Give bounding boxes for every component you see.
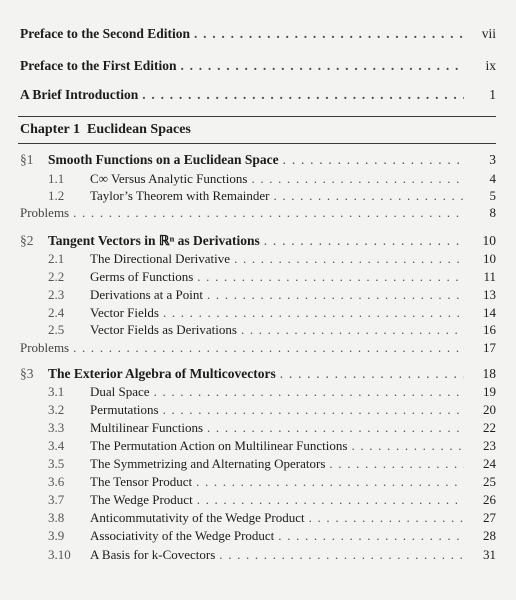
toc-subsection-3-1[interactable] [0,382,516,400]
leader-dots [207,420,464,436]
toc-entry-page: 1 [489,87,496,102]
toc-subsection-1-1[interactable] [0,169,516,187]
subsection-page: 4 [489,171,496,186]
subsection-title: Associativity of the Wedge Product [90,528,275,543]
subsection-number: 2.1 [48,251,65,266]
subsection-title: The Wedge Product [90,492,193,507]
toc-subsection-2-5[interactable] [0,320,516,338]
subsection-number: 2.3 [48,287,65,302]
subsection-title: Anticommutativity of the Wedge Product [90,510,305,525]
subsection-number: 3.2 [48,402,65,417]
subsection-number: 3.1 [48,384,65,399]
subsection-page: 20 [483,402,496,417]
chapter-label: Chapter 1 [20,122,81,137]
leader-dots [73,205,464,221]
toc-entry-title: Preface to the First Edition [20,58,177,73]
subsection-number: 3.5 [48,456,65,471]
leader-dots [251,171,464,187]
leader-dots [351,438,464,454]
subsection-number: 3.3 [48,420,65,435]
leader-dots [73,340,464,356]
section-title: The Exterior Algebra of Multicovectors [48,366,276,381]
toc-subsection-3-4[interactable] [0,436,516,454]
section-title: Smooth Functions on a Euclidean Space [48,152,279,167]
toc-subsection-2-1[interactable] [0,249,516,267]
subsection-title: Vector Fields as Derivations [90,322,237,337]
leader-dots [163,402,464,418]
leader-dots [329,456,464,472]
subsection-number: 3.9 [48,528,65,543]
subsection-page: 31 [483,547,496,562]
subsection-page: 25 [483,474,496,489]
toc-subsection-3-7[interactable] [0,490,516,508]
leader-dots [219,547,464,563]
section-page: 3 [489,152,496,167]
subsection-number: 2.4 [48,305,65,320]
leader-dots [283,152,464,168]
toc-entry-page: ix [485,58,496,73]
subsection-page: 10 [483,251,496,266]
problems-page: 8 [489,205,496,220]
leader-dots [142,87,464,103]
subsection-page: 5 [489,188,496,203]
toc-subsection-2-2[interactable] [0,267,516,285]
toc-subsection-2-3[interactable] [0,285,516,303]
subsection-page: 27 [483,510,496,525]
subsection-title: The Directional Derivative [90,251,231,266]
subsection-title: Multilinear Functions [90,420,204,435]
subsection-page: 28 [483,528,496,543]
subsection-page: 19 [483,384,496,399]
leader-dots [197,492,464,508]
subsection-title: Vector Fields [90,305,159,320]
problems-page: 17 [483,340,496,355]
toc-subsection-3-2[interactable] [0,400,516,418]
subsection-title: C∞ Versus Analytic Functions [90,171,248,186]
section-number: §1 [20,152,34,167]
leader-dots [180,58,464,74]
toc-problems-1[interactable] [0,203,516,221]
subsection-number: 3.8 [48,510,65,525]
toc-section-1[interactable] [0,150,516,168]
chapter-title: Euclidean Spaces [87,122,191,137]
subsection-title: Dual Space [90,384,150,399]
section-page: 10 [482,233,496,248]
subsection-title: The Symmetrizing and Alternating Operators [90,456,326,471]
subsection-title: Taylor’s Theorem with Remainder [90,188,270,203]
leader-dots [197,269,464,285]
leader-dots [273,188,464,204]
toc-entry-brief-introduction[interactable] [0,85,516,103]
toc-subsection-3-10[interactable] [0,545,516,563]
subsection-page: 22 [483,420,496,435]
subsection-title: A Basis for k-Covectors [90,547,216,562]
toc-subsection-3-6[interactable] [0,472,516,490]
section-number: §2 [20,233,34,248]
leader-dots [234,251,464,267]
leader-dots [278,528,464,544]
toc-entry-title: A Brief Introduction [20,87,139,102]
problems-title: Problems [20,340,70,355]
chapter-rule-bottom [18,143,496,144]
toc-entry-title: Preface to the Second Edition [20,26,190,41]
leader-dots [196,474,464,490]
toc-subsection-3-9[interactable] [0,526,516,544]
toc-entry-preface-first[interactable] [0,56,516,74]
toc-subsection-3-3[interactable] [0,418,516,436]
subsection-title: The Tensor Product [90,474,193,489]
toc-problems-2[interactable] [0,338,516,356]
subsection-number: 3.10 [48,547,71,562]
subsection-title: Derivations at a Point [90,287,204,302]
leader-dots [241,322,464,338]
leader-dots [264,233,464,249]
subsection-page: 16 [483,322,496,337]
leader-dots [194,26,464,42]
subsection-page: 13 [483,287,496,302]
leader-dots [280,366,464,382]
subsection-number: 1.1 [48,171,65,186]
leader-dots [207,287,464,303]
subsection-number: 2.5 [48,322,65,337]
toc-subsection-3-5[interactable] [0,454,516,472]
subsection-number: 3.6 [48,474,65,489]
subsection-page: 23 [483,438,496,453]
subsection-number: 3.7 [48,492,65,507]
toc-entry-preface-second[interactable] [0,24,516,42]
subsection-page: 11 [483,269,496,284]
leader-dots [154,384,464,400]
subsection-number: 3.4 [48,438,65,453]
subsection-number: 1.2 [48,188,65,203]
section-number: §3 [20,366,34,381]
chapter-heading [20,122,191,138]
leader-dots [163,305,464,321]
toc-subsection-1-2[interactable] [0,186,516,204]
section-title: Tangent Vectors in ℝⁿ as Derivations [48,233,260,248]
subsection-page: 24 [483,456,496,471]
toc-subsection-3-8[interactable] [0,508,516,526]
toc-section-2[interactable] [0,231,516,249]
subsection-page: 14 [483,305,496,320]
toc-entry-page: vii [481,26,496,41]
leader-dots [309,510,464,526]
subsection-page: 26 [483,492,496,507]
subsection-title: Permutations [90,402,159,417]
section-page: 18 [482,366,496,381]
toc-subsection-2-4[interactable] [0,303,516,321]
subsection-title: The Permutation Action on Multilinear Functions [90,438,348,453]
toc-section-3[interactable] [0,364,516,382]
problems-title: Problems [20,205,70,220]
subsection-number: 2.2 [48,269,65,284]
chapter-rule-top [18,116,496,117]
subsection-title: Germs of Functions [90,269,194,284]
